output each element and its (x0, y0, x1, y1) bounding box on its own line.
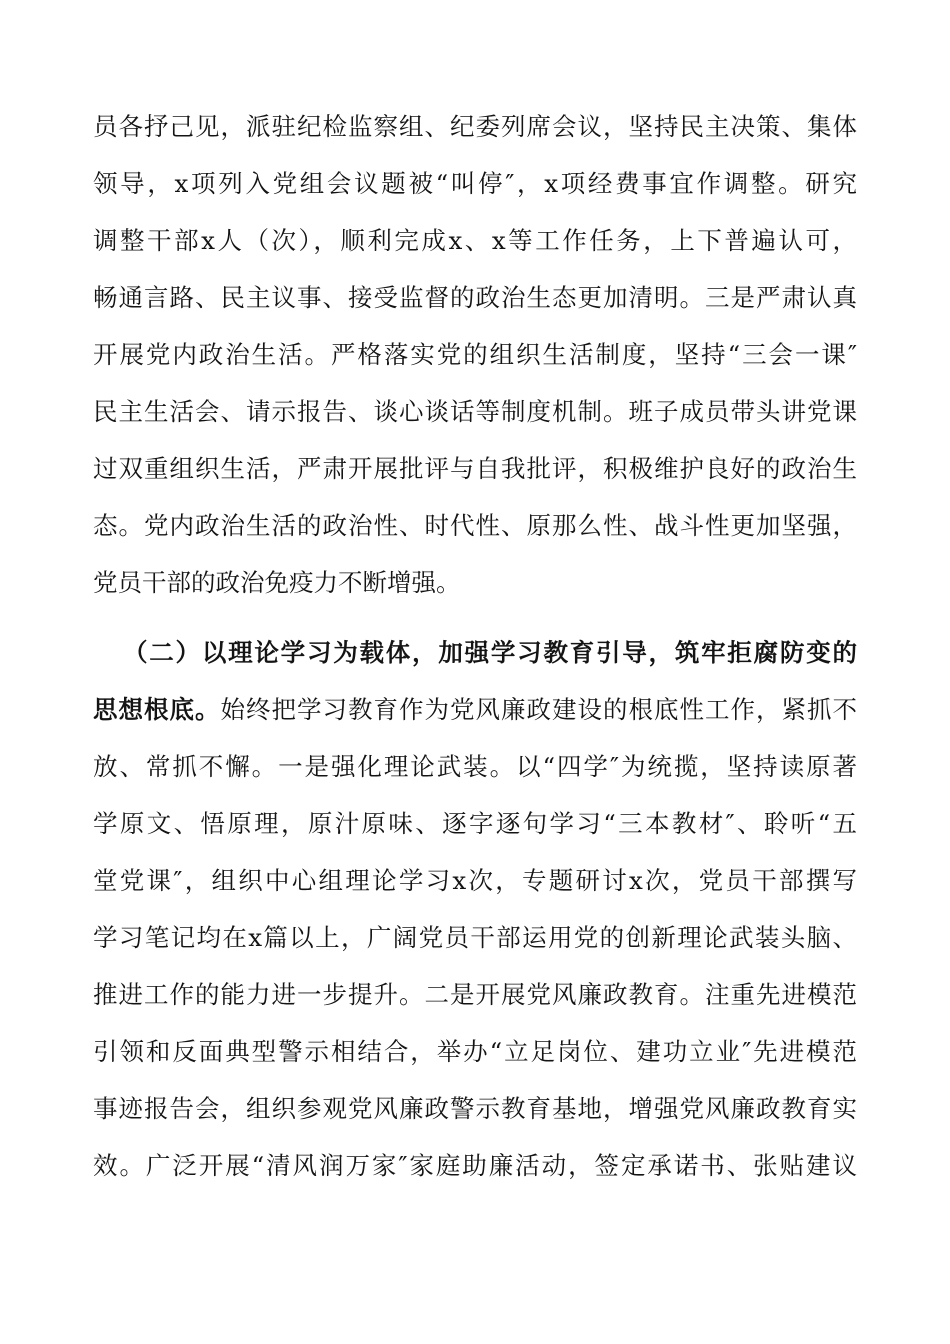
paragraph-line: 调整干部x人（次），顺利完成x、x等工作任务，上下普遍认可， (93, 226, 857, 255)
paragraph-line: 员各抒己见，派驻纪检监察组、纪委列席会议，坚持民主决策、集体 (93, 112, 857, 141)
paragraph-line: 开展党内政治生活。严格落实党的组织生活制度，坚持“三会一课″ (93, 340, 857, 369)
paragraph-line: 事迹报告会，组织参观党风廉政警示教育基地，增强党风廉政教育实 (93, 1094, 857, 1123)
paragraph-line: 领导，x项列入党组会议题被“叫停″，x项经费事宜作调整。研究 (93, 169, 857, 198)
paragraph-line: 学习笔记均在x篇以上，广阔党员干部运用党的创新理论武装头脑、 (93, 923, 857, 952)
paragraph-line: 畅通言路、民主议事、接受监督的政治生态更加清明。三是严肃认真 (93, 283, 857, 312)
paragraph-line: 学原文、悟原理，原汁原味、逐字逐句学习“三本教材″、聆听“五 (93, 809, 857, 838)
paragraph-line: 推进工作的能力进一步提升。二是开展党风廉政教育。注重先进模范 (93, 980, 857, 1009)
paragraph-line: 堂党课″，组织中心组理论学习x次，专题研讨x次，党员干部撰写 (93, 866, 857, 895)
section-heading-continued (93, 690, 857, 730)
paragraph-line: 过双重组织生活，严肃开展批评与自我批评，积极维护良好的政治生 (93, 454, 857, 483)
paragraph-line: 引领和反面典型警示相结合，举办“立足岗位、建功立业″先进模范 (93, 1037, 857, 1066)
paragraph-line: 党员干部的政治免疫力不断增强。 (93, 568, 461, 597)
section-heading-bold: 思想根底。 (93, 695, 221, 724)
paragraph-line: 民主生活会、请示报告、谈心谈话等制度机制。班子成员带头讲党课 (93, 397, 857, 426)
paragraph-line: 态。党内政治生活的政治性、时代性、原那么性、战斗性更加坚强， (93, 511, 857, 540)
section-heading: （二）以理论学习为载体，加强学习教育引导，筑牢拒腐防变的 (123, 638, 857, 667)
section-body-start: 始终把学习教育作为党风廉政建设的根底性工作，紧抓不 (220, 695, 857, 724)
paragraph-line: 效。广泛开展“清风润万家″家庭助廉活动，签定承诺书、张贴建议 (93, 1151, 857, 1180)
paragraph-line: 放、常抓不懈。一是强化理论武装。以“四学″为统揽，坚持读原著 (93, 752, 857, 781)
